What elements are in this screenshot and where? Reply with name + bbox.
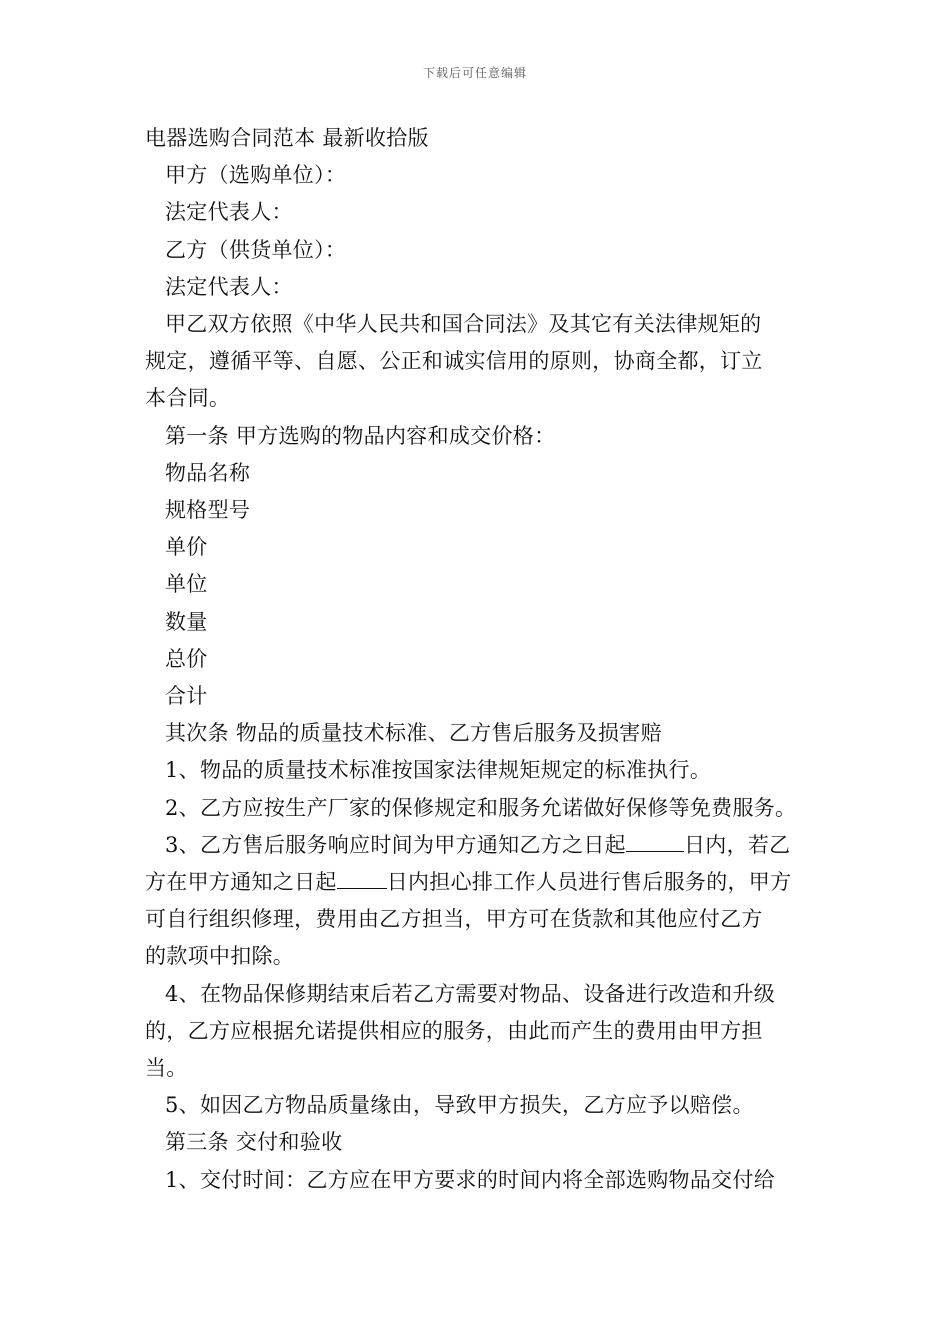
article-2-heading: 其次条 物品的质量技术标准、乙方售后服务及损害赔 xyxy=(165,721,662,746)
article-2-clause-3-line-1 xyxy=(145,827,813,864)
clause-text: 3、乙方售后服务响应时间为甲方通知乙方之日起 xyxy=(165,832,626,857)
article-2-clause-1: 1、物品的质量技术标准按国家法律规矩规定的标准执行。 xyxy=(165,758,712,783)
clause-text: 方在甲方通知之日起 xyxy=(145,870,337,895)
preamble-line-2: 规定，遵循平等、自愿、公正和诚实信用的原则，协商全都，订立 xyxy=(145,349,763,374)
preamble-line-1: 甲乙双方依照《中华人民共和国合同法》及其它有关法律规矩的 xyxy=(165,312,762,337)
preamble-line-3: 本合同。 xyxy=(145,386,231,411)
article-1-item: 总价 xyxy=(165,646,208,671)
article-3-clause-1: 1、交付时间：乙方应在甲方要求的时间内将全部选购物品交付给 xyxy=(165,1167,776,1192)
article-2-clause-3-line-4: 的款项中扣除。 xyxy=(145,944,295,969)
fill-in-blank xyxy=(626,829,684,852)
party-b-representative: 法定代表人： xyxy=(165,274,293,299)
fill-in-blank xyxy=(337,866,387,889)
party-b-line: 乙方（供货单位）： xyxy=(165,237,347,262)
article-2-clause-4-line-3: 当。 xyxy=(145,1056,188,1081)
contract-title: 电器选购合同范本 最新收拾版 xyxy=(145,126,429,150)
article-1-item: 物品名称 xyxy=(165,460,251,485)
article-1-heading: 第一条 甲方选购的物品内容和成交价格： xyxy=(165,423,556,448)
article-2-clause-5: 5、如因乙方物品质量缘由，导致甲方损失，乙方应予以赔偿。 xyxy=(165,1093,754,1118)
party-a-line: 甲方（选购单位）： xyxy=(165,163,347,188)
article-2-clause-3-line-3: 可自行组织修理，费用由乙方担当，甲方可在货款和其他应付乙方 xyxy=(145,907,763,932)
article-3-heading: 第三条 交付和验收 xyxy=(165,1130,343,1155)
party-a-representative: 法定代表人： xyxy=(165,200,293,225)
article-1-item: 规格型号 xyxy=(165,498,251,523)
article-1-item: 单位 xyxy=(165,572,208,597)
clause-text: 日内，若乙 xyxy=(683,832,791,857)
clause-text: 日内担心排工作人员进行售后服务的，甲方 xyxy=(386,870,792,895)
header-note: 下载后可任意编辑 xyxy=(422,66,527,80)
article-2-clause-2: 2、乙方应按生产厂家的保修规定和服务允诺做好保修等免费服务。 xyxy=(165,795,797,820)
article-1-item: 单价 xyxy=(165,535,208,560)
article-2-clause-4-line-2: 的，乙方应根据允诺提供相应的服务，由此而产生的费用由甲方担 xyxy=(145,1018,763,1043)
article-2-clause-4-line-1: 4、在物品保修期结束后若乙方需要对物品、设备进行改造和升级 xyxy=(165,981,776,1006)
article-1-item: 合计 xyxy=(165,684,208,709)
contract-body xyxy=(145,120,813,1199)
article-2-clause-3-line-2 xyxy=(145,864,813,901)
article-1-item: 数量 xyxy=(165,609,208,634)
